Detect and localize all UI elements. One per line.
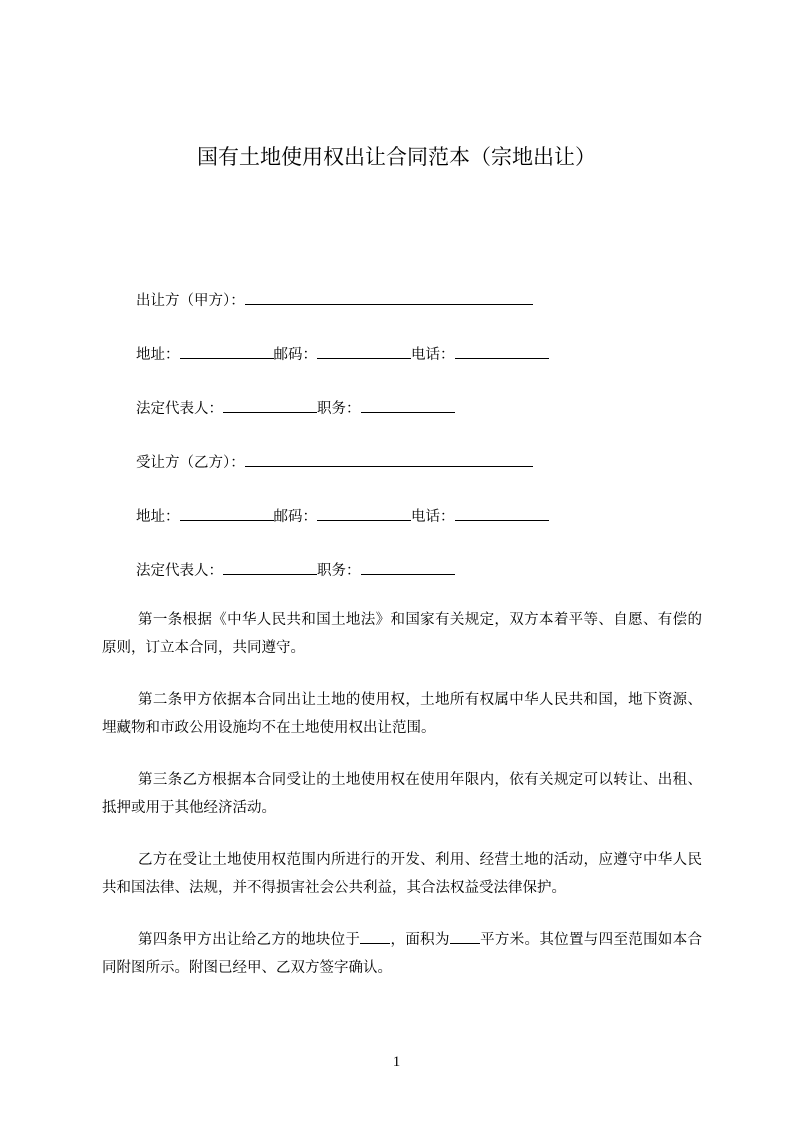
grantee-rep-blank xyxy=(223,560,317,575)
grantor-position-blank xyxy=(361,398,455,413)
grantee-phone-blank xyxy=(455,506,549,521)
grantor-position-label: 职务： xyxy=(317,401,361,417)
grantee-address-label: 地址： xyxy=(136,509,180,525)
grantor-name-blank xyxy=(245,290,533,305)
article-4-part1: 第四条甲方出让给乙方的地块位于 xyxy=(138,932,361,948)
grantee-address-blank xyxy=(180,506,274,521)
grantor-address-blank xyxy=(180,344,274,359)
grantor-phone-blank xyxy=(455,344,549,359)
grantee-name-blank xyxy=(245,452,533,467)
grantee-postcode-label: 邮码： xyxy=(273,509,317,525)
article-4 xyxy=(102,926,702,982)
article-1: 第一条根据《中华人民共和国土地法》和国家有关规定，双方本着平等、自愿、有偿的原则，订立本合同，共同遵守。 xyxy=(102,612,702,656)
land-location-blank xyxy=(360,929,390,944)
article-3: 第三条乙方根据本合同受让的土地使用权在使用年限内，依有关规定可以转让、出租、抵押或用于其他经济活动。 xyxy=(102,772,702,816)
page-title: 国有土地使用权出让合同范本（宗地出让） xyxy=(197,145,596,169)
grantor-address-label: 地址： xyxy=(136,347,180,363)
grantor-postcode-label: 邮码： xyxy=(273,347,317,363)
grantor-phone-label: 电话： xyxy=(411,347,455,363)
grantor-rep-blank xyxy=(223,398,317,413)
grantor-postcode-blank xyxy=(317,344,411,359)
article-4-part3: 平方米。其位置与四至范围如本合同附图所示。附图已经甲、乙双方签字确认。 xyxy=(102,932,703,976)
grantor-label: 出让方（甲方）： xyxy=(136,293,245,309)
page-number: 1 xyxy=(392,1054,401,1070)
grantor-rep-line xyxy=(136,398,455,419)
grantee-rep-label: 法定代表人： xyxy=(136,563,223,579)
grantee-postcode-blank xyxy=(317,506,411,521)
article-3-continuation: 乙方在受让土地使用权范围内所进行的开发、利用、经营土地的活动，应遵守中华人民共和国法律、法规，并不得损害社会公共利益，其合法权益受法律保护。 xyxy=(102,852,702,896)
article-2: 第二条甲方依据本合同出让土地的使用权，土地所有权属中华人民共和国，地下资源、埋藏物和市政公用设施均不在土地使用权出让范围。 xyxy=(102,692,702,736)
grantee-contact-line xyxy=(136,506,549,527)
grantor-line xyxy=(136,290,533,311)
article-4-part2: ，面积为 xyxy=(390,932,450,948)
land-area-blank xyxy=(450,929,480,944)
grantee-label: 受让方（乙方）： xyxy=(136,455,245,471)
grantee-line xyxy=(136,452,533,473)
grantee-position-blank xyxy=(361,560,455,575)
grantee-position-label: 职务： xyxy=(317,563,361,579)
grantee-phone-label: 电话： xyxy=(411,509,455,525)
grantor-rep-label: 法定代表人： xyxy=(136,401,223,417)
grantee-rep-line xyxy=(136,560,455,581)
grantor-contact-line xyxy=(136,344,549,365)
